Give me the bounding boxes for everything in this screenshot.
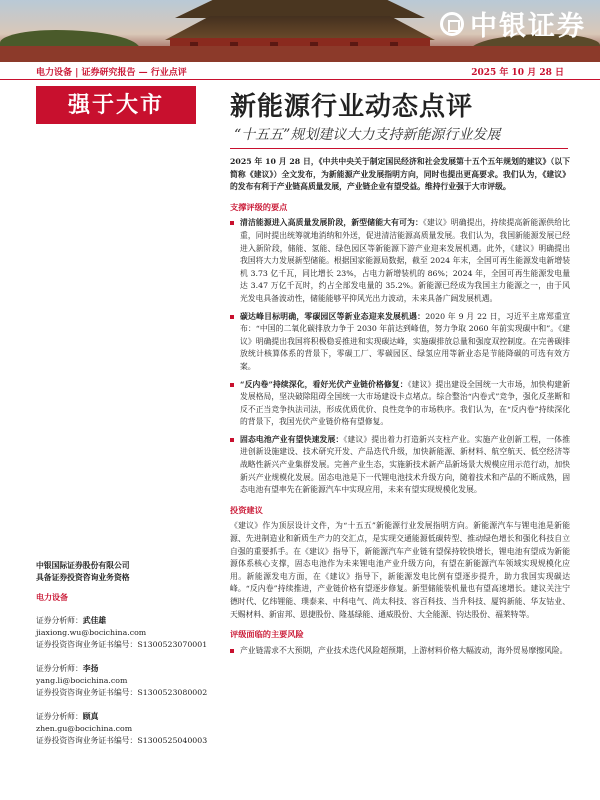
risk-item: 产业链需求不大预期，产业技术迭代风险超预期，上游材料价格大幅波动，海外贸易摩擦风险。 [230,645,570,658]
analyst-license: 证券投资咨询业务证书编号：S1300525040003 [36,736,208,745]
analyst-block: 证券分析师：李扬 yang.li@bocichina.com 证券投资咨询业务证书编号：S1300523080002 [36,663,216,699]
analyst-name: 武佳雄 [82,616,107,625]
point-item: “反内卷”持续深化，看好光伏产业链价格修复：《建议》提出建设全国统一大市场，加快构建新发展格局，坚决破除阻碍全国统一大市场建设卡点堵点。综合整治“内卷式”竞争，强化反垄断和反不正当竞争执法司法，形成优质优价、良性竞争的市场秩序。我们认为，在“反内卷”持续深化的背景下，我国光伏产业链价格有望修复。 [230,379,570,429]
firm-name: 中银国际证券股份有限公司 [36,561,130,570]
invest-paragraph: 《建议》作为顶层设计文件，为“十五五”新能源行业发展指明方向。新能源汽车与锂电池是新能源、先进制造业和新质生产力的交汇点，是实现交通能源低碳转型、推动绿色增长和强化科技自立自强的重要抓手。在《建议》指导下，新能源汽车产业链有望保持较快增长，锂电池有望成为新能源体系核心支撑，固态电池作为未来锂电池产业升级方向，有望在新能源汽车领域实现规模化应用。新能源发电方面，在《建议》指导下，新能源发电比例有望逐步提升，助力我国实现碳达峰。“反内卷”持续推进，产业链价格有望逐步修复。新型储能装机量也有望高速增长。建议关注宁德时代、亿纬锂能、璞泰来、中科电气、尚太科技、容百科技、当升科技、厦钨新能、华友钴业、天赐材料、新宙邦、恩捷股份、隆基绿能、通威股份、大全能源、钧达股份、福莱特等。 [230,521,570,619]
analyst-email[interactable]: zhen.gu@bocichina.com [36,724,133,733]
report-date: 2025 年 10 月 28 日 [471,68,564,78]
analyst-name: 李扬 [82,664,99,673]
analyst-email[interactable]: jiaxiong.wu@bocichina.com [36,628,147,637]
report-category: 电力设备 | 证券研究报告 — 行业点评 [36,68,187,78]
company-logo [440,4,586,43]
section-heading-points: 支撑评级的要点 [230,201,288,212]
analyst-name: 顾真 [82,712,99,721]
logo-text: 中银证券 [470,11,586,42]
intro-paragraph: 2025 年 10 月 28 日，《中共中央关于制定国民经济和社会发展第十五个五年规划的建议》（以下简称《建议》）全文发布，为新能源产业发展指明方向，同时也提出更高要求。我们认为，《建议》的发布有利于产业链高质量发展，产业链企业有望受益。维持行业强于大市评级。 [230,157,570,192]
analyst-block: 证券分析师：顾真 zhen.gu@bocichina.com 证券投资咨询业务证书编号：S1300525040003 [36,711,216,747]
point-item: 固态电池产业有望快速发展：《建议》提出着力打造新兴支柱产业。实施产业创新工程，一体推进创新设施建设、技术研究开发、产品迭代升级，加快新能源、新材料、航空航天、低空经济等战略性新兴产业集群发展。完善产业生态，实施新技术新产品新场景大规模应用示范行动，加快新兴产业规模化发展。固态电池是下一代锂电池技术升级方向，随着技术和产品的不断成熟，固态电池有望率先在新能源汽车中实现应用，未来有望实现规模化发展。 [230,434,570,497]
header-banner [0,0,600,62]
point-item: 碳达峰目标明确，零碳园区等新业态迎来发展机遇：2020 年 9 月 22 日，习近平主席郑重宣布：“中国的二氧化碳排放力争于 2030 年前达到峰值，努力争取 2060 年前实现碳中和”。《建议》明确提出我国将积极稳妥推进和实现碳达峰，实施碳排放总量和强度双控制度。在完善碳排放统计核算体系的背景下，零碳工厂、零碳园区、绿氢应用等新业态是节能降碳的可选有效方案。 [230,311,570,374]
sidebar [36,560,216,747]
meta-bar [0,62,600,80]
rating-badge: 强于大市 [36,86,196,124]
analyst-license: 证券投资咨询业务证书编号：S1300523070001 [36,640,208,649]
section-heading-invest: 投资建议 [230,504,263,515]
title-divider [230,148,568,149]
point-item: 清洁能源进入高质量发展阶段，新型储能大有可为：《建议》明确提出，持续提高新能源供给比重，同时提出统筹就地消纳和外送，促进清洁能源高质量发展。我们认为，我国新能源发展已经进入新阶段，储能、氢能、绿色园区等新能源下游产业迎来发展机遇。此外，《建议》明确提出我国将大力发展新型储能。根据国家能源局数据，截至 2024 年末，全国可再生能源发电新增装机 3.73 亿千瓦，同比增长 23%，占电力新增装机的 86%；2024 年，全国可再生能源发电量达 3.47 万亿千瓦时，约占全部发电量的 35.2%。新能源已经成为我国主力能源之一，由于风光发电具备波动性，储能能够平抑风光出力波动，未来具备广阔发展机遇。 [230,217,570,305]
page-title: 新能源行业动态点评 [230,92,474,122]
main-content [230,156,570,662]
banner-wall [0,46,600,62]
page-subtitle: “十五五”规划建议大力支持新能源行业发展 [234,127,501,143]
boc-logo-icon [440,12,464,36]
sector-label: 电力设备 [36,592,68,602]
analyst-license: 证券投资咨询业务证书编号：S1300523080002 [36,688,208,697]
analyst-email[interactable]: yang.li@bocichina.com [36,676,128,685]
banner-upper-roof [175,0,425,18]
section-heading-risk: 评级面临的主要风险 [230,629,304,640]
firm-qualification: 具备证券投资咨询业务资格 [36,573,130,582]
analyst-block: 证券分析师：武佳雄 jiaxiong.wu@bocichina.com 证券投资咨询业务证书编号：S1300523070001 [36,615,216,651]
